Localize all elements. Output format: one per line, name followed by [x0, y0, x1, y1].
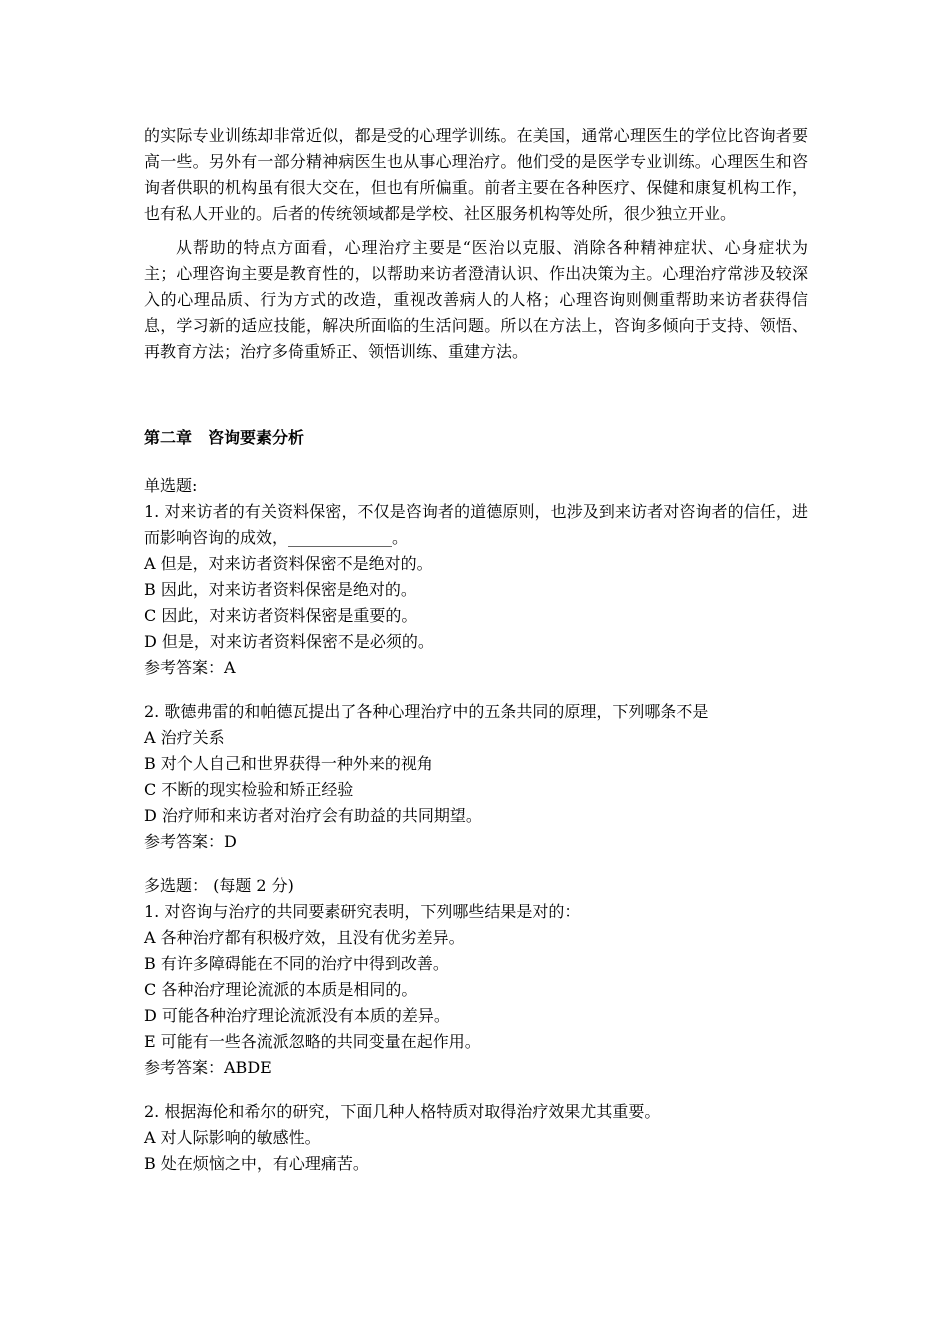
spacer — [144, 1081, 808, 1099]
option-b: B 有许多障碍能在不同的治疗中得到改善。 — [144, 954, 449, 973]
document-page — [144, 123, 808, 1177]
question-text: 2. 根据海伦和希尔的研究，下面几种人格特质对取得治疗效果尤其重要。 — [144, 1102, 661, 1121]
option-d: D 可能各种治疗理论流派没有本质的差异。 — [144, 1006, 450, 1025]
option-d: D 但是，对来访者资料保密不是必须的。 — [144, 632, 434, 651]
chapter-title: 第二章 咨询要素分析 — [144, 428, 305, 447]
body-paragraph-1: 的实际专业训练却非常近似，都是受的心理学训练。在美国，通常心理医生的学位比咨询者要高一些。另外有一部分精神病医生也从事心理治疗。他们受的是医学专业训练。心理医生和咨询者供职的机构虽有很大交在，但也有所偏重。前者主要在各种医疗、保健和康复机构工作，也有私人开业的。后者的传统领域都是学校、社区服务机构等处所，很少独立开业。 — [144, 126, 808, 223]
single-question-1 — [144, 499, 808, 681]
option-b: B 因此，对来访者资料保密是绝对的。 — [144, 580, 417, 599]
question-text: 2. 歌德弗雷的和帕德瓦提出了各种心理治疗中的五条共同的原理，下列哪条不是 — [144, 702, 709, 721]
reference-answer: 参考答案：D — [144, 832, 237, 851]
option-a: A 各种治疗都有积极疗效，且没有优劣差异。 — [144, 928, 465, 947]
single-choice-heading: 单选题: — [144, 476, 198, 495]
option-e: E 可能有一些各流派忽略的共同变量在起作用。 — [144, 1032, 481, 1051]
question-text: 1. 对来访者的有关资料保密，不仅是咨询者的道德原则，也涉及到来访者对咨询者的信任，进而影响咨询的成效，_____________。 — [144, 502, 808, 547]
option-b: B 处在烦恼之中，有心理痛苦。 — [144, 1154, 369, 1173]
option-c: C 因此，对来访者资料保密是重要的。 — [144, 606, 418, 625]
single-question-2 — [144, 699, 808, 855]
option-a: A 治疗关系 — [144, 728, 225, 747]
option-a: A 但是，对来访者资料保密不是绝对的。 — [144, 554, 433, 573]
option-c: C 不断的现实检验和矫正经验 — [144, 780, 354, 799]
option-b: B 对个人自己和世界获得一种外来的视角 — [144, 754, 433, 773]
multi-choice-heading: 多选题： (每题 2 分) — [144, 876, 294, 895]
multi-choice-section — [144, 873, 808, 1177]
question-text: 1. 对咨询与治疗的共同要素研究表明，下列哪些结果是对的： — [144, 902, 581, 921]
option-a: A 对人际影响的敏感性。 — [144, 1128, 321, 1147]
multi-question-2 — [144, 1099, 808, 1177]
reference-answer: 参考答案：ABDE — [144, 1058, 272, 1077]
body-paragraph-2: 从帮助的特点方面看，心理治疗主要是“医治以克服、消除各种精神症状、心身症状为主；心理咨询主要是教育性的，以帮助来访者澄清认识、作出决策为主。心理治疗常涉及较深入的心理品质、行为方式的改造，重视改善病人的人格；心理咨询则侧重帮助来访者获得信息，学习新的适应技能，解决所面临的生活问题。所以在方法上，咨询多倾向于支持、领悟、再教育方法；治疗多倚重矫正、领悟训练、重建方法。 — [144, 238, 808, 361]
spacer — [144, 855, 808, 873]
reference-answer: 参考答案：A — [144, 658, 236, 677]
option-c: C 各种治疗理论流派的本质是相同的。 — [144, 980, 418, 999]
single-choice-section — [144, 473, 808, 855]
spacer — [144, 681, 808, 699]
option-d: D 治疗师和来访者对治疗会有助益的共同期望。 — [144, 806, 482, 825]
multi-question-1 — [144, 899, 808, 1081]
